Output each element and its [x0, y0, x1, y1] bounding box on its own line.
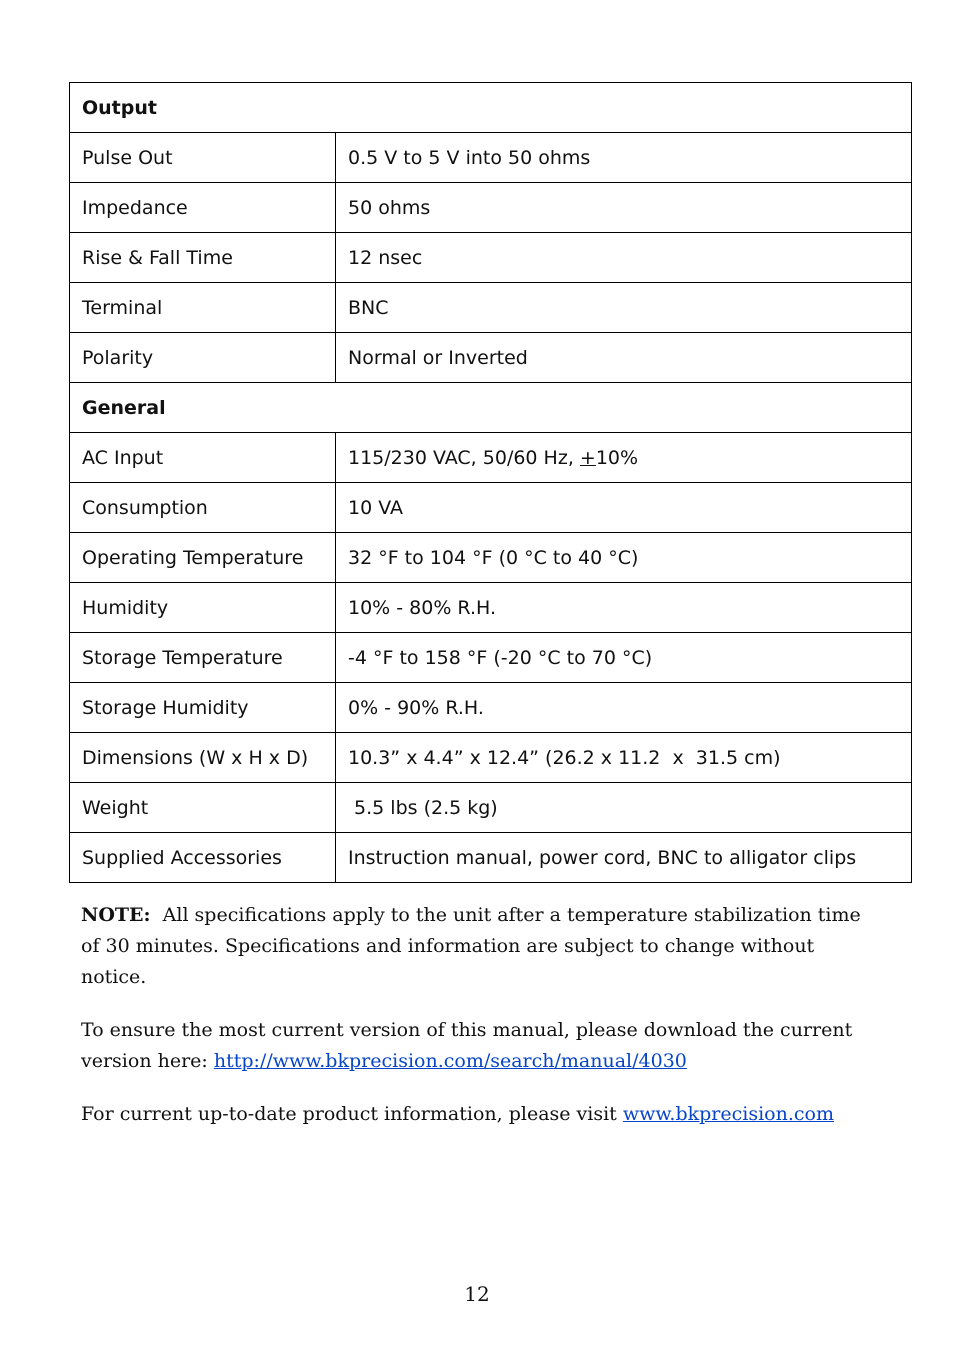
section-header-row: [70, 383, 912, 433]
spec-value: -4 °F to 158 °F (-20 °C to 70 °C): [336, 633, 912, 683]
ac-input-prefix: 115/230 VAC, 50/60 Hz,: [348, 446, 580, 469]
manual-download-link[interactable]: http://www.bkprecision.com/search/manual/4030: [213, 1050, 687, 1072]
section-header-row: [70, 83, 912, 133]
spec-value: 10% - 80% R.H.: [336, 583, 912, 633]
table-row: [70, 533, 912, 583]
spec-label: Weight: [70, 783, 336, 833]
table-row: [70, 133, 912, 183]
table-row: [70, 433, 912, 483]
spec-label: Terminal: [70, 283, 336, 333]
table-row: [70, 333, 912, 383]
notes-section: [81, 900, 871, 1152]
spec-value: 0% - 90% R.H.: [336, 683, 912, 733]
spec-value: 10 VA: [336, 483, 912, 533]
spec-label: Polarity: [70, 333, 336, 383]
section-title-output: Output: [70, 83, 912, 133]
product-info-paragraph: [81, 1099, 871, 1130]
table-row: [70, 183, 912, 233]
spec-value: [336, 433, 912, 483]
product-info-text: For current up-to-date product information, please visit: [81, 1103, 623, 1125]
spec-value: 12 nsec: [336, 233, 912, 283]
spec-label: Supplied Accessories: [70, 833, 336, 883]
spec-value: 0.5 V to 5 V into 50 ohms: [336, 133, 912, 183]
spec-value: 50 ohms: [336, 183, 912, 233]
manual-download-text: To ensure the most current version of this manual, please download the current version here:: [81, 1019, 853, 1072]
spec-label: Consumption: [70, 483, 336, 533]
website-link[interactable]: www.bkprecision.com: [622, 1103, 834, 1125]
table-row: [70, 783, 912, 833]
spec-label: Dimensions (W x H x D): [70, 733, 336, 783]
spec-label: Storage Humidity: [70, 683, 336, 733]
table-row: [70, 833, 912, 883]
spec-label: Rise & Fall Time: [70, 233, 336, 283]
note-label: NOTE:: [81, 904, 151, 926]
spec-label: Humidity: [70, 583, 336, 633]
specifications-table: [69, 82, 912, 883]
table-row: [70, 683, 912, 733]
page-number: 12: [464, 1282, 490, 1306]
spec-value: 10.3” x 4.4” x 12.4” (26.2 x 11.2 x 31.5 cm): [336, 733, 912, 783]
note-text: All specifications apply to the unit after a temperature stabilization time of 30 minutes. Specifications and information are subject to change without notice.: [81, 904, 867, 988]
spec-label: AC Input: [70, 433, 336, 483]
spec-value: Normal or Inverted: [336, 333, 912, 383]
spec-label: Operating Temperature: [70, 533, 336, 583]
table-row: [70, 733, 912, 783]
spec-value: 5.5 lbs (2.5 kg): [336, 783, 912, 833]
spec-label: Storage Temperature: [70, 633, 336, 683]
table-row: [70, 233, 912, 283]
ac-input-tolerance: 10%: [595, 446, 639, 469]
manual-download-paragraph: [81, 1015, 871, 1077]
table-row: [70, 633, 912, 683]
spec-value: 32 °F to 104 °F (0 °C to 40 °C): [336, 533, 912, 583]
note-paragraph: [81, 900, 871, 993]
table-row: [70, 583, 912, 633]
spec-label: Impedance: [70, 183, 336, 233]
spec-value: Instruction manual, power cord, BNC to alligator clips: [336, 833, 912, 883]
plus-minus-sign: +: [579, 446, 596, 469]
table-row: [70, 283, 912, 333]
section-title-general: General: [70, 383, 912, 433]
spec-label: Pulse Out: [70, 133, 336, 183]
spec-value: BNC: [336, 283, 912, 333]
table-row: [70, 483, 912, 533]
